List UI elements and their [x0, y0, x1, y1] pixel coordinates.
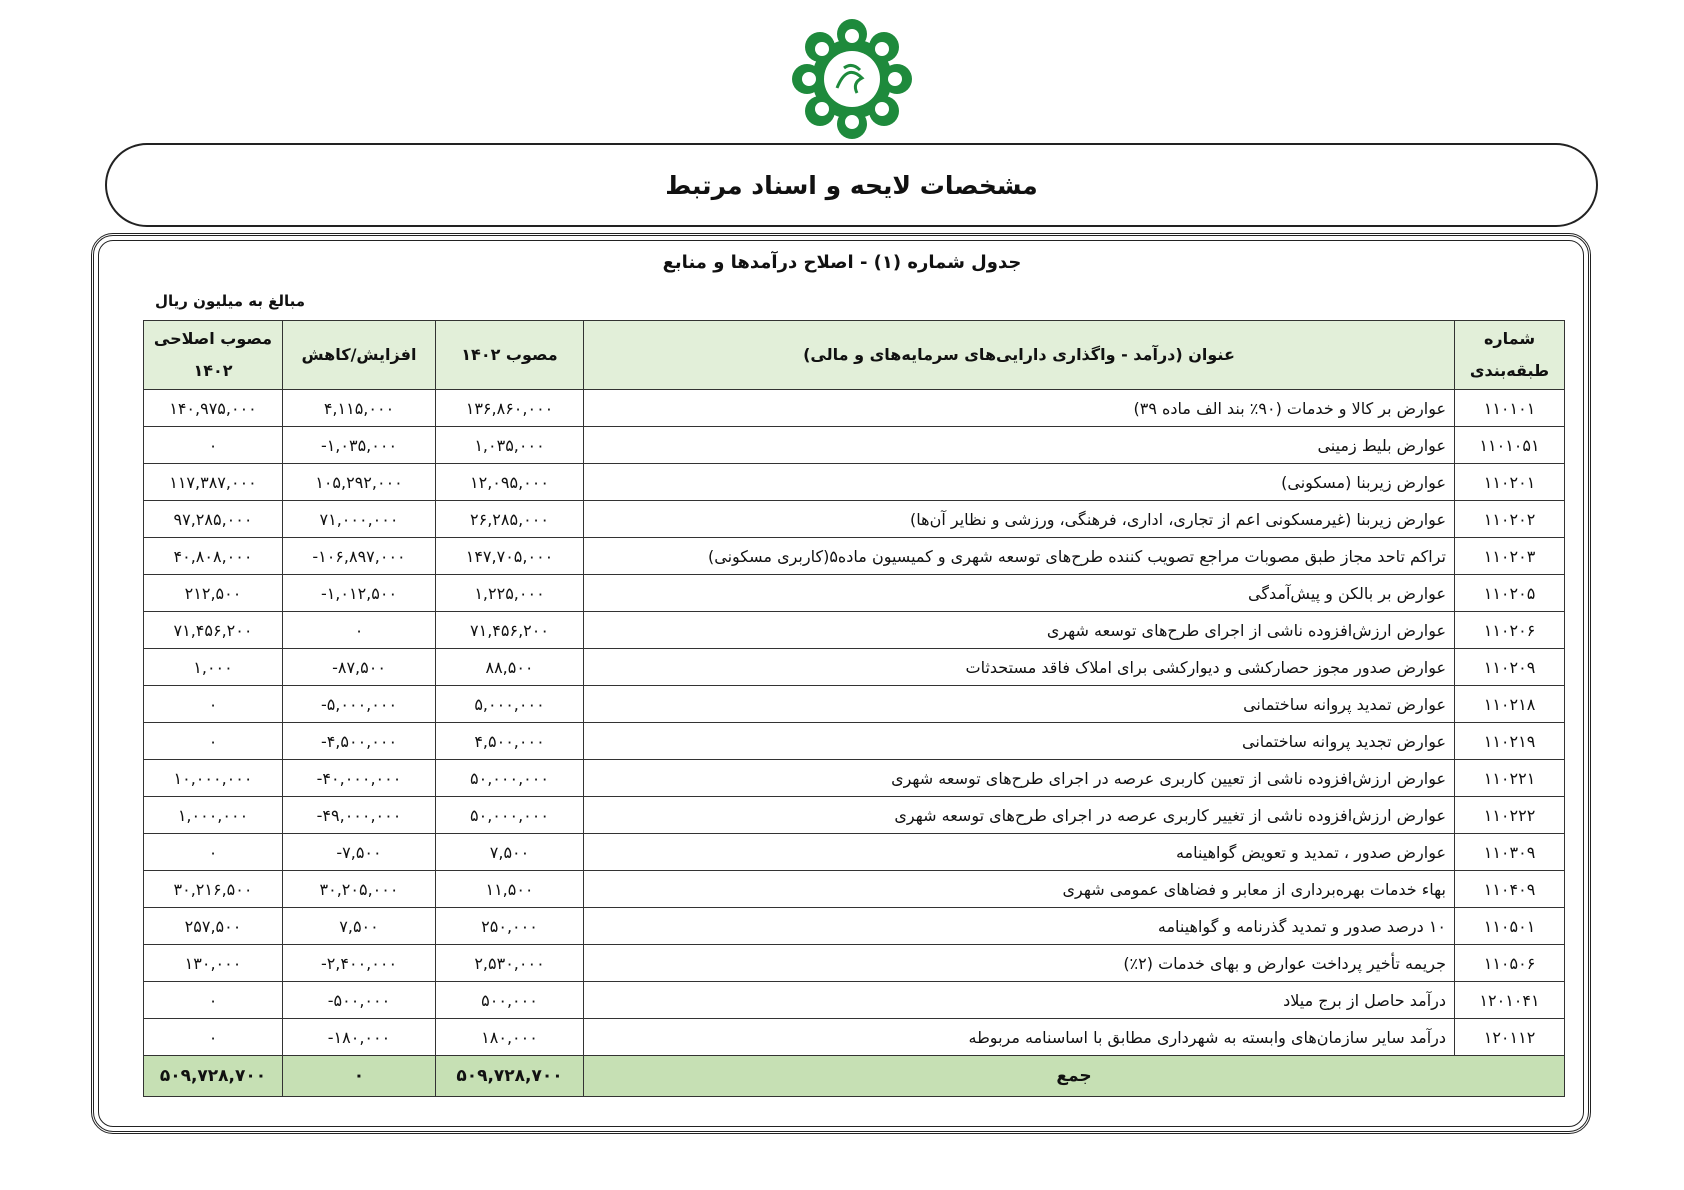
row-amended: ۰	[144, 427, 283, 464]
row-amended: ۰	[144, 834, 283, 871]
total-row	[144, 1056, 1565, 1097]
row-title: عوارض بلیط زمینی	[584, 427, 1455, 464]
row-approved: ۱۴۷,۷۰۵,۰۰۰	[436, 538, 584, 575]
table-title: جدول شماره (۱) - اصلاح درآمدها و منابع	[662, 252, 1022, 273]
row-code: ۱۱۰۲۰۶	[1455, 612, 1565, 649]
row-title: عوارض تمدید پروانه ساختمانی	[584, 686, 1455, 723]
row-change: -۷,۵۰۰	[283, 834, 436, 871]
total-label: جمع	[584, 1056, 1565, 1097]
row-code: ۱۱۰۲۲۲	[1455, 797, 1565, 834]
table-row	[144, 723, 1565, 760]
row-amended: ۷۱,۴۵۶,۲۰۰	[144, 612, 283, 649]
table-row	[144, 390, 1565, 427]
table-row	[144, 649, 1565, 686]
row-change: ۰	[283, 612, 436, 649]
row-approved: ۲۵۰,۰۰۰	[436, 908, 584, 945]
row-code: ۱۱۰۲۰۵	[1455, 575, 1565, 612]
row-change: -۵۰۰,۰۰۰	[283, 982, 436, 1019]
row-change: ۳۰,۲۰۵,۰۰۰	[283, 871, 436, 908]
row-code: ۱۱۰۲۱۹	[1455, 723, 1565, 760]
row-approved: ۸۸,۵۰۰	[436, 649, 584, 686]
row-change: -۲,۴۰۰,۰۰۰	[283, 945, 436, 982]
total-approved: ۵۰۹,۷۲۸,۷۰۰	[436, 1056, 584, 1097]
row-title: عوارض زیربنا (مسکونی)	[584, 464, 1455, 501]
header-change: افزایش/کاهش	[283, 321, 436, 390]
row-change: -۴۹,۰۰۰,۰۰۰	[283, 797, 436, 834]
row-title: عوارض ارزش‌افزوده ناشی از تعیین کاربری عرصه در اجرای طرح‌های توسعه شهری	[584, 760, 1455, 797]
header-title: عنوان (درآمد - واگذاری دارایی‌های سرمایه‌های و مالی)	[584, 321, 1455, 390]
row-title: عوارض بر کالا و خدمات (۹۰٪ بند الف ماده ۳۹)	[584, 390, 1455, 427]
row-title: عوارض بر بالکن و پیش‌آمدگی	[584, 575, 1455, 612]
header-amended: مصوب اصلاحی ۱۴۰۲	[144, 321, 283, 390]
row-amended: ۰	[144, 723, 283, 760]
table-row	[144, 982, 1565, 1019]
table-row	[144, 797, 1565, 834]
row-code: ۱۱۰۲۰۹	[1455, 649, 1565, 686]
row-approved: ۵۰,۰۰۰,۰۰۰	[436, 760, 584, 797]
section-heading: مشخصات لایحه و اسناد مرتبط	[665, 170, 1038, 200]
row-amended: ۱,۰۰۰,۰۰۰	[144, 797, 283, 834]
total-change: ۰	[283, 1056, 436, 1097]
row-title: درآمد سایر سازمان‌های وابسته به شهرداری مطابق با اساسنامه مربوطه	[584, 1019, 1455, 1056]
row-code: ۱۱۰۲۱۸	[1455, 686, 1565, 723]
row-approved: ۱,۰۳۵,۰۰۰	[436, 427, 584, 464]
table-row	[144, 501, 1565, 538]
row-code: ۱۱۰۵۰۱	[1455, 908, 1565, 945]
header-approved: مصوب ۱۴۰۲	[436, 321, 584, 390]
row-change: -۱,۰۱۲,۵۰۰	[283, 575, 436, 612]
row-approved: ۱۳۶,۸۶۰,۰۰۰	[436, 390, 584, 427]
row-approved: ۵۰۰,۰۰۰	[436, 982, 584, 1019]
row-amended: ۱۴۰,۹۷۵,۰۰۰	[144, 390, 283, 427]
row-amended: ۰	[144, 982, 283, 1019]
table-row	[144, 464, 1565, 501]
table-row	[144, 834, 1565, 871]
table-row	[144, 575, 1565, 612]
row-title: عوارض ارزش‌افزوده ناشی از اجرای طرح‌های توسعه شهری	[584, 612, 1455, 649]
row-change: -۱۰۶,۸۹۷,۰۰۰	[283, 538, 436, 575]
row-title: درآمد حاصل از برج میلاد	[584, 982, 1455, 1019]
total-amended: ۵۰۹,۷۲۸,۷۰۰	[144, 1056, 283, 1097]
unit-note: مبالغ به میلیون ریال	[155, 292, 306, 310]
row-title: بهاء خدمات بهره‌برداری از معابر و فضاهای عمومی شهری	[584, 871, 1455, 908]
row-code: ۱۲۰۱۱۲	[1455, 1019, 1565, 1056]
row-change: -۱۸۰,۰۰۰	[283, 1019, 436, 1056]
row-title: عوارض صدور مجوز حصارکشی و دیوارکشی برای املاک فاقد مستحدثات	[584, 649, 1455, 686]
row-approved: ۱۸۰,۰۰۰	[436, 1019, 584, 1056]
row-code: ۱۱۰۲۰۳	[1455, 538, 1565, 575]
table-row	[144, 871, 1565, 908]
row-code: ۱۱۰۵۰۶	[1455, 945, 1565, 982]
row-change: -۵,۰۰۰,۰۰۰	[283, 686, 436, 723]
row-change: -۴,۵۰۰,۰۰۰	[283, 723, 436, 760]
row-amended: ۱۰,۰۰۰,۰۰۰	[144, 760, 283, 797]
row-approved: ۷۱,۴۵۶,۲۰۰	[436, 612, 584, 649]
row-amended: ۴۰,۸۰۸,۰۰۰	[144, 538, 283, 575]
row-amended: ۰	[144, 686, 283, 723]
table-row	[144, 427, 1565, 464]
table-row	[144, 686, 1565, 723]
row-amended: ۹۷,۲۸۵,۰۰۰	[144, 501, 283, 538]
row-title: ۱۰ درصد صدور و تمدید گذرنامه و گواهینامه	[584, 908, 1455, 945]
row-approved: ۴,۵۰۰,۰۰۰	[436, 723, 584, 760]
row-approved: ۵,۰۰۰,۰۰۰	[436, 686, 584, 723]
table-header-row	[144, 321, 1565, 390]
table-row	[144, 945, 1565, 982]
row-approved: ۱,۲۲۵,۰۰۰	[436, 575, 584, 612]
row-change: ۱۰۵,۲۹۲,۰۰۰	[283, 464, 436, 501]
row-code: ۱۱۰۱۰۵۱	[1455, 427, 1565, 464]
table-row	[144, 908, 1565, 945]
row-amended: ۰	[144, 1019, 283, 1056]
header-code: شماره طبقه‌بندی	[1455, 321, 1565, 390]
row-amended: ۳۰,۲۱۶,۵۰۰	[144, 871, 283, 908]
row-title: تراکم تاحد مجاز طبق مصوبات مراجع تصویب کننده طرح‌های توسعه شهری و کمیسیون ماده۵(کاربری مسکونی)	[584, 538, 1455, 575]
row-change: -۸۷,۵۰۰	[283, 649, 436, 686]
row-approved: ۷,۵۰۰	[436, 834, 584, 871]
row-change: -۱,۰۳۵,۰۰۰	[283, 427, 436, 464]
row-amended: ۱۳۰,۰۰۰	[144, 945, 283, 982]
revenue-table	[143, 320, 1565, 1097]
row-amended: ۱۱۷,۳۸۷,۰۰۰	[144, 464, 283, 501]
row-code: ۱۲۰۱۰۴۱	[1455, 982, 1565, 1019]
table-row	[144, 1019, 1565, 1056]
row-approved: ۲۶,۲۸۵,۰۰۰	[436, 501, 584, 538]
row-title: عوارض ارزش‌افزوده ناشی از تغییر کاربری عرصه در اجرای طرح‌های توسعه شهری	[584, 797, 1455, 834]
tehran-municipality-logo	[792, 18, 912, 140]
table-row	[144, 612, 1565, 649]
row-code: ۱۱۰۲۰۲	[1455, 501, 1565, 538]
row-change: -۴۰,۰۰۰,۰۰۰	[283, 760, 436, 797]
row-title: عوارض زیربنا (غیرمسکونی اعم از تجاری، اداری، فرهنگی، ورزشی و نظایر آن‌ها)	[584, 501, 1455, 538]
row-approved: ۵۰,۰۰۰,۰۰۰	[436, 797, 584, 834]
row-title: عوارض تجدید پروانه ساختمانی	[584, 723, 1455, 760]
row-title: جریمه تأخیر پرداخت عوارض و بهای خدمات (۲٪)	[584, 945, 1455, 982]
row-change: ۷۱,۰۰۰,۰۰۰	[283, 501, 436, 538]
row-code: ۱۱۰۳۰۹	[1455, 834, 1565, 871]
row-code: ۱۱۰۱۰۱	[1455, 390, 1565, 427]
table-row	[144, 538, 1565, 575]
row-code: ۱۱۰۲۰۱	[1455, 464, 1565, 501]
row-change: ۷,۵۰۰	[283, 908, 436, 945]
row-change: ۴,۱۱۵,۰۰۰	[283, 390, 436, 427]
row-approved: ۲,۵۳۰,۰۰۰	[436, 945, 584, 982]
row-approved: ۱۱,۵۰۰	[436, 871, 584, 908]
row-amended: ۱,۰۰۰	[144, 649, 283, 686]
row-approved: ۱۲,۰۹۵,۰۰۰	[436, 464, 584, 501]
row-code: ۱۱۰۲۲۱	[1455, 760, 1565, 797]
row-code: ۱۱۰۴۰۹	[1455, 871, 1565, 908]
table-row	[144, 760, 1565, 797]
row-title: عوارض صدور ، تمدید و تعویض گواهینامه	[584, 834, 1455, 871]
row-amended: ۲۵۷,۵۰۰	[144, 908, 283, 945]
section-heading-box	[105, 143, 1598, 227]
row-amended: ۲۱۲,۵۰۰	[144, 575, 283, 612]
